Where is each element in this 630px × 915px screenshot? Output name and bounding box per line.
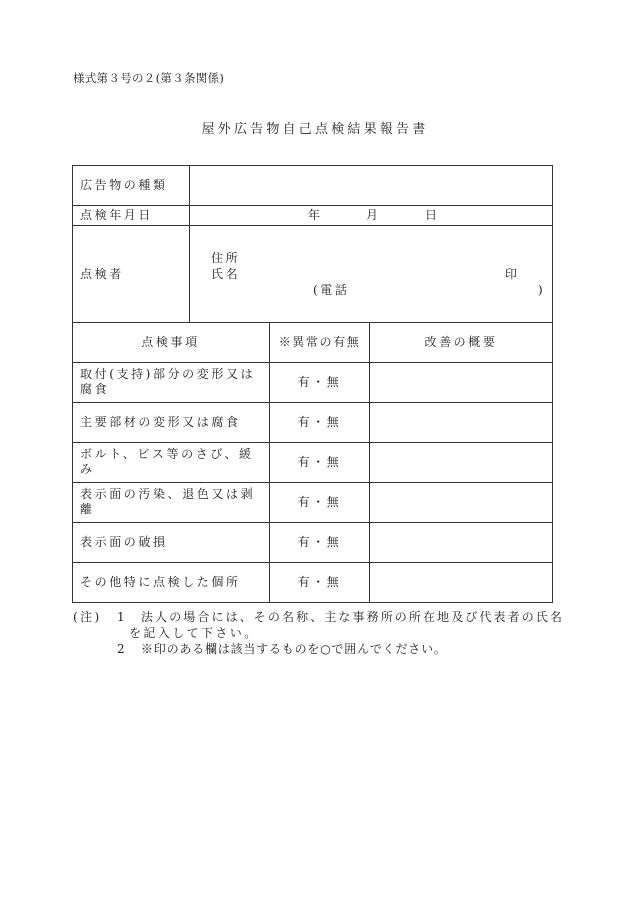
address-label: 住所 <box>211 251 241 265</box>
table-line <box>72 322 553 323</box>
column-header-abnormal: ※異常の有無 <box>278 335 361 349</box>
inspector-field[interactable] <box>190 226 552 322</box>
date-label: 点検年月日 <box>80 208 154 222</box>
note-1-line-2: を記入して下さい。 <box>129 626 259 640</box>
name-label: 氏名 <box>211 267 241 281</box>
date-year: 年 <box>308 208 323 222</box>
row-abnormal-1[interactable]: 有・無 <box>297 375 342 389</box>
row-item-2: 主要部材の変形又は腐食 <box>80 415 241 429</box>
row-abnormal-5[interactable]: 有・無 <box>297 535 342 549</box>
row-improvement-4[interactable] <box>370 483 552 522</box>
row-improvement-5[interactable] <box>370 523 552 562</box>
notes-label: (注) <box>73 610 102 624</box>
table-line <box>72 602 553 603</box>
row-item-3: ボルト、ビス等のさび、緩み <box>80 447 254 476</box>
row-improvement-1[interactable] <box>370 363 552 402</box>
row-abnormal-3[interactable]: 有・無 <box>297 455 342 469</box>
note-1-number: 1 <box>117 610 128 624</box>
row-improvement-3[interactable] <box>370 443 552 482</box>
table-line <box>552 165 553 603</box>
table-line <box>72 165 73 603</box>
row-item-1: 取付(支持)部分の変形又は腐食 <box>80 367 256 396</box>
phone-close: ) <box>538 283 546 297</box>
row-improvement-2[interactable] <box>370 403 552 442</box>
row-abnormal-6[interactable]: 有・無 <box>297 575 342 589</box>
date-day: 日 <box>425 208 440 222</box>
column-header-improvement: 改善の概要 <box>424 335 498 349</box>
note-1-line-1: 法人の場合には、その名称、主な事務所の所在地及び代表者の氏名 <box>141 610 565 624</box>
inspector-label: 点検者 <box>80 267 124 281</box>
row-item-4: 表示面の汚染、退色又は剥離 <box>80 487 256 516</box>
date-month: 月 <box>366 208 381 222</box>
column-header-item: 点検事項 <box>141 335 200 349</box>
form-reference: 様式第３号の２(第３条関係) <box>73 71 225 85</box>
document-title: 屋外広告物自己点検結果報告書 <box>201 122 429 137</box>
note-2-text: ※印のある欄は該当するものを○で囲んでください。 <box>141 642 447 656</box>
row-abnormal-2[interactable]: 有・無 <box>297 415 342 429</box>
note-2-number: 2 <box>117 642 128 656</box>
seal-mark: 印 <box>505 267 520 281</box>
row-abnormal-4[interactable]: 有・無 <box>297 495 342 509</box>
phone-open: (電話 <box>313 283 350 297</box>
ad-type-label: 広告物の種類 <box>80 178 168 192</box>
row-item-6: その他特に点検した個所 <box>80 575 241 589</box>
ad-type-field[interactable] <box>190 166 552 205</box>
row-improvement-6[interactable] <box>370 563 552 602</box>
row-item-5: 表示面の破損 <box>80 535 168 549</box>
